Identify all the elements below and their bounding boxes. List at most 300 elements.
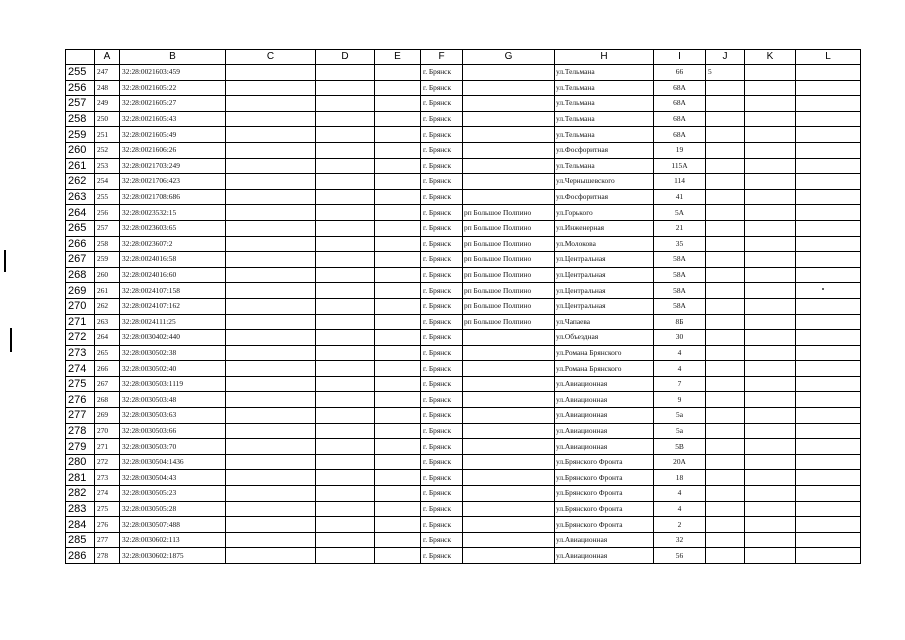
cell-g[interactable]: рп Большое Полпино bbox=[463, 220, 555, 236]
cell-f[interactable]: г. Брянск bbox=[421, 65, 463, 81]
cell-j[interactable] bbox=[706, 345, 745, 361]
cell-j[interactable] bbox=[706, 408, 745, 424]
cell-h[interactable]: ул.Авиационная bbox=[555, 532, 654, 548]
row-number[interactable]: 284 bbox=[66, 517, 95, 533]
cell-l[interactable] bbox=[796, 111, 861, 127]
cell-g[interactable] bbox=[463, 142, 555, 158]
cell-i[interactable]: 68А bbox=[654, 80, 706, 96]
cell-b[interactable]: 32:28:0023607:2 bbox=[120, 236, 226, 252]
cell-h[interactable]: ул.Авиационная bbox=[555, 392, 654, 408]
cell-f[interactable]: г. Брянск bbox=[421, 330, 463, 346]
cell-k[interactable] bbox=[745, 408, 796, 424]
cell-f[interactable]: г. Брянск bbox=[421, 501, 463, 517]
cell-c[interactable] bbox=[226, 376, 316, 392]
cell-j[interactable] bbox=[706, 517, 745, 533]
cell-i[interactable]: 20А bbox=[654, 454, 706, 470]
cell-f[interactable]: г. Брянск bbox=[421, 532, 463, 548]
cell-b[interactable]: 32:28:0021605:49 bbox=[120, 127, 226, 143]
cell-f[interactable]: г. Брянск bbox=[421, 392, 463, 408]
cell-c[interactable] bbox=[226, 220, 316, 236]
cell-d[interactable] bbox=[316, 376, 375, 392]
cell-d[interactable] bbox=[316, 96, 375, 112]
cell-i[interactable]: 41 bbox=[654, 189, 706, 205]
cell-b[interactable]: 32:28:0030504:43 bbox=[120, 470, 226, 486]
row-number[interactable]: 260 bbox=[66, 142, 95, 158]
cell-a[interactable]: 249 bbox=[95, 96, 120, 112]
row-number[interactable]: 271 bbox=[66, 314, 95, 330]
cell-d[interactable] bbox=[316, 361, 375, 377]
cell-g[interactable] bbox=[463, 532, 555, 548]
cell-j[interactable] bbox=[706, 376, 745, 392]
cell-g[interactable] bbox=[463, 80, 555, 96]
cell-i[interactable]: 58А bbox=[654, 267, 706, 283]
cell-j[interactable] bbox=[706, 392, 745, 408]
cell-g[interactable]: рп Большое Полпино bbox=[463, 236, 555, 252]
cell-a[interactable]: 265 bbox=[95, 345, 120, 361]
cell-i[interactable]: 68А bbox=[654, 127, 706, 143]
cell-a[interactable]: 248 bbox=[95, 80, 120, 96]
row-number[interactable]: 279 bbox=[66, 439, 95, 455]
cell-e[interactable] bbox=[375, 532, 421, 548]
cell-e[interactable] bbox=[375, 220, 421, 236]
cell-f[interactable]: г. Брянск bbox=[421, 486, 463, 502]
cell-f[interactable]: г. Брянск bbox=[421, 548, 463, 564]
cell-g[interactable]: рп Большое Полпино bbox=[463, 205, 555, 221]
cell-d[interactable] bbox=[316, 283, 375, 299]
cell-g[interactable] bbox=[463, 423, 555, 439]
cell-j[interactable] bbox=[706, 142, 745, 158]
cell-l[interactable] bbox=[796, 205, 861, 221]
cell-h[interactable]: ул.Брянского Фронта bbox=[555, 454, 654, 470]
cell-k[interactable] bbox=[745, 283, 796, 299]
cell-g[interactable] bbox=[463, 96, 555, 112]
cell-i[interactable]: 18 bbox=[654, 470, 706, 486]
cell-k[interactable] bbox=[745, 298, 796, 314]
row-number[interactable]: 277 bbox=[66, 408, 95, 424]
cell-f[interactable]: г. Брянск bbox=[421, 142, 463, 158]
cell-k[interactable] bbox=[745, 205, 796, 221]
cell-g[interactable] bbox=[463, 517, 555, 533]
cell-a[interactable]: 262 bbox=[95, 298, 120, 314]
cell-e[interactable] bbox=[375, 298, 421, 314]
cell-h[interactable]: ул.Чернышевского bbox=[555, 174, 654, 190]
cell-c[interactable] bbox=[226, 127, 316, 143]
cell-d[interactable] bbox=[316, 267, 375, 283]
row-number[interactable]: 261 bbox=[66, 158, 95, 174]
cell-b[interactable]: 32:28:0024111:25 bbox=[120, 314, 226, 330]
cell-j[interactable] bbox=[706, 236, 745, 252]
cell-g[interactable]: рп Большое Полпино bbox=[463, 283, 555, 299]
cell-b[interactable]: 32:28:0024107:162 bbox=[120, 298, 226, 314]
cell-k[interactable] bbox=[745, 345, 796, 361]
cell-d[interactable] bbox=[316, 236, 375, 252]
cell-g[interactable] bbox=[463, 330, 555, 346]
cell-c[interactable] bbox=[226, 423, 316, 439]
corner-cell[interactable] bbox=[66, 50, 95, 65]
cell-f[interactable]: г. Брянск bbox=[421, 174, 463, 190]
cell-d[interactable] bbox=[316, 252, 375, 268]
cell-c[interactable] bbox=[226, 517, 316, 533]
cell-c[interactable] bbox=[226, 392, 316, 408]
row-number[interactable]: 281 bbox=[66, 470, 95, 486]
cell-c[interactable] bbox=[226, 408, 316, 424]
cell-h[interactable]: ул.Брянского Фронта bbox=[555, 517, 654, 533]
cell-k[interactable] bbox=[745, 314, 796, 330]
row-number[interactable]: 269 bbox=[66, 283, 95, 299]
cell-b[interactable]: 32:28:0030602:113 bbox=[120, 532, 226, 548]
cell-j[interactable] bbox=[706, 189, 745, 205]
cell-k[interactable] bbox=[745, 330, 796, 346]
cell-b[interactable]: 32:28:0030503:66 bbox=[120, 423, 226, 439]
cell-i[interactable]: 5а bbox=[654, 423, 706, 439]
cell-l[interactable] bbox=[796, 439, 861, 455]
cell-c[interactable] bbox=[226, 283, 316, 299]
cell-h[interactable]: ул.Объездная bbox=[555, 330, 654, 346]
cell-k[interactable] bbox=[745, 454, 796, 470]
cell-f[interactable]: г. Брянск bbox=[421, 314, 463, 330]
cell-l[interactable] bbox=[796, 454, 861, 470]
cell-d[interactable] bbox=[316, 532, 375, 548]
cell-i[interactable]: 58А bbox=[654, 298, 706, 314]
cell-f[interactable]: г. Брянск bbox=[421, 267, 463, 283]
cell-f[interactable]: г. Брянск bbox=[421, 361, 463, 377]
cell-l[interactable] bbox=[796, 423, 861, 439]
cell-k[interactable] bbox=[745, 158, 796, 174]
cell-g[interactable] bbox=[463, 470, 555, 486]
cell-e[interactable] bbox=[375, 517, 421, 533]
cell-a[interactable]: 273 bbox=[95, 470, 120, 486]
cell-b[interactable]: 32:28:0030503:63 bbox=[120, 408, 226, 424]
cell-b[interactable]: 32:28:0021605:22 bbox=[120, 80, 226, 96]
cell-g[interactable]: рп Большое Полпино bbox=[463, 267, 555, 283]
cell-c[interactable] bbox=[226, 267, 316, 283]
cell-e[interactable] bbox=[375, 65, 421, 81]
cell-c[interactable] bbox=[226, 111, 316, 127]
cell-j[interactable] bbox=[706, 111, 745, 127]
cell-h[interactable]: ул.Брянского Фронта bbox=[555, 470, 654, 486]
column-header-d[interactable]: D bbox=[316, 50, 375, 65]
row-number[interactable]: 265 bbox=[66, 220, 95, 236]
cell-c[interactable] bbox=[226, 236, 316, 252]
cell-e[interactable] bbox=[375, 158, 421, 174]
cell-f[interactable]: г. Брянск bbox=[421, 80, 463, 96]
cell-d[interactable] bbox=[316, 298, 375, 314]
cell-a[interactable]: 274 bbox=[95, 486, 120, 502]
cell-l[interactable] bbox=[796, 532, 861, 548]
cell-h[interactable]: ул.Молокова bbox=[555, 236, 654, 252]
cell-h[interactable]: ул.Брянского Фронта bbox=[555, 501, 654, 517]
column-header-a[interactable]: A bbox=[95, 50, 120, 65]
cell-j[interactable] bbox=[706, 439, 745, 455]
cell-j[interactable] bbox=[706, 80, 745, 96]
cell-h[interactable]: ул.Романа Брянского bbox=[555, 361, 654, 377]
cell-c[interactable] bbox=[226, 142, 316, 158]
cell-l[interactable] bbox=[796, 80, 861, 96]
cell-d[interactable] bbox=[316, 345, 375, 361]
cell-h[interactable]: ул.Тельмана bbox=[555, 96, 654, 112]
cell-h[interactable]: ул.Фосфоритная bbox=[555, 189, 654, 205]
cell-e[interactable] bbox=[375, 142, 421, 158]
cell-l[interactable] bbox=[796, 283, 861, 299]
row-number[interactable]: 258 bbox=[66, 111, 95, 127]
cell-k[interactable] bbox=[745, 517, 796, 533]
cell-c[interactable] bbox=[226, 298, 316, 314]
column-header-c[interactable]: C bbox=[226, 50, 316, 65]
cell-h[interactable]: ул.Авиационная bbox=[555, 376, 654, 392]
cell-d[interactable] bbox=[316, 548, 375, 564]
cell-h[interactable]: ул.Центральная bbox=[555, 283, 654, 299]
column-header-j[interactable]: J bbox=[706, 50, 745, 65]
cell-b[interactable]: 32:28:0021603:459 bbox=[120, 65, 226, 81]
cell-k[interactable] bbox=[745, 423, 796, 439]
cell-k[interactable] bbox=[745, 548, 796, 564]
cell-e[interactable] bbox=[375, 361, 421, 377]
row-number[interactable]: 276 bbox=[66, 392, 95, 408]
cell-f[interactable]: г. Брянск bbox=[421, 111, 463, 127]
cell-d[interactable] bbox=[316, 330, 375, 346]
cell-k[interactable] bbox=[745, 486, 796, 502]
cell-d[interactable] bbox=[316, 205, 375, 221]
cell-f[interactable]: г. Брянск bbox=[421, 345, 463, 361]
row-number[interactable]: 274 bbox=[66, 361, 95, 377]
cell-g[interactable] bbox=[463, 65, 555, 81]
cell-k[interactable] bbox=[745, 111, 796, 127]
column-header-e[interactable]: E bbox=[375, 50, 421, 65]
cell-j[interactable] bbox=[706, 283, 745, 299]
cell-a[interactable]: 255 bbox=[95, 189, 120, 205]
cell-i[interactable]: 56 bbox=[654, 548, 706, 564]
cell-f[interactable]: г. Брянск bbox=[421, 454, 463, 470]
cell-i[interactable]: 35 bbox=[654, 236, 706, 252]
cell-k[interactable] bbox=[745, 80, 796, 96]
cell-h[interactable]: ул.Авиационная bbox=[555, 423, 654, 439]
cell-b[interactable]: 32:28:0023532:15 bbox=[120, 205, 226, 221]
cell-k[interactable] bbox=[745, 174, 796, 190]
cell-f[interactable]: г. Брянск bbox=[421, 252, 463, 268]
cell-f[interactable]: г. Брянск bbox=[421, 205, 463, 221]
cell-k[interactable] bbox=[745, 236, 796, 252]
cell-e[interactable] bbox=[375, 236, 421, 252]
cell-h[interactable]: ул.Тельмана bbox=[555, 127, 654, 143]
cell-b[interactable]: 32:28:0030507:488 bbox=[120, 517, 226, 533]
cell-d[interactable] bbox=[316, 142, 375, 158]
cell-h[interactable]: ул.Тельмана bbox=[555, 80, 654, 96]
cell-c[interactable] bbox=[226, 361, 316, 377]
cell-h[interactable]: ул.Горького bbox=[555, 205, 654, 221]
cell-l[interactable] bbox=[796, 361, 861, 377]
cell-k[interactable] bbox=[745, 392, 796, 408]
cell-b[interactable]: 32:28:0021703:249 bbox=[120, 158, 226, 174]
cell-a[interactable]: 251 bbox=[95, 127, 120, 143]
cell-j[interactable] bbox=[706, 314, 745, 330]
cell-i[interactable]: 4 bbox=[654, 501, 706, 517]
cell-a[interactable]: 259 bbox=[95, 252, 120, 268]
cell-j[interactable] bbox=[706, 454, 745, 470]
cell-h[interactable]: ул.Инженерная bbox=[555, 220, 654, 236]
cell-l[interactable] bbox=[796, 267, 861, 283]
cell-j[interactable] bbox=[706, 501, 745, 517]
cell-i[interactable]: 58А bbox=[654, 283, 706, 299]
cell-c[interactable] bbox=[226, 65, 316, 81]
cell-a[interactable]: 260 bbox=[95, 267, 120, 283]
cell-b[interactable]: 32:28:0021605:43 bbox=[120, 111, 226, 127]
column-header-k[interactable]: K bbox=[745, 50, 796, 65]
cell-k[interactable] bbox=[745, 532, 796, 548]
cell-i[interactable]: 58А bbox=[654, 252, 706, 268]
cell-d[interactable] bbox=[316, 501, 375, 517]
row-number[interactable]: 280 bbox=[66, 454, 95, 470]
cell-d[interactable] bbox=[316, 454, 375, 470]
cell-g[interactable] bbox=[463, 408, 555, 424]
cell-e[interactable] bbox=[375, 454, 421, 470]
cell-l[interactable] bbox=[796, 548, 861, 564]
cell-b[interactable]: 32:28:0030503:48 bbox=[120, 392, 226, 408]
cell-g[interactable] bbox=[463, 189, 555, 205]
cell-b[interactable]: 32:28:0030602:1875 bbox=[120, 548, 226, 564]
cell-h[interactable]: ул.Авиационная bbox=[555, 439, 654, 455]
cell-e[interactable] bbox=[375, 80, 421, 96]
cell-e[interactable] bbox=[375, 205, 421, 221]
cell-l[interactable] bbox=[796, 220, 861, 236]
cell-c[interactable] bbox=[226, 454, 316, 470]
row-number[interactable]: 257 bbox=[66, 96, 95, 112]
cell-e[interactable] bbox=[375, 127, 421, 143]
cell-e[interactable] bbox=[375, 392, 421, 408]
cell-j[interactable] bbox=[706, 96, 745, 112]
column-header-g[interactable]: G bbox=[463, 50, 555, 65]
cell-j[interactable] bbox=[706, 220, 745, 236]
cell-i[interactable]: 5А bbox=[654, 205, 706, 221]
cell-c[interactable] bbox=[226, 439, 316, 455]
row-number[interactable]: 283 bbox=[66, 501, 95, 517]
cell-d[interactable] bbox=[316, 158, 375, 174]
cell-e[interactable] bbox=[375, 486, 421, 502]
cell-l[interactable] bbox=[796, 236, 861, 252]
cell-b[interactable]: 32:28:0030502:40 bbox=[120, 361, 226, 377]
cell-g[interactable]: рп Большое Полпино bbox=[463, 252, 555, 268]
cell-g[interactable] bbox=[463, 376, 555, 392]
cell-b[interactable]: 32:28:0030502:38 bbox=[120, 345, 226, 361]
cell-g[interactable] bbox=[463, 501, 555, 517]
cell-g[interactable] bbox=[463, 111, 555, 127]
cell-g[interactable] bbox=[463, 454, 555, 470]
cell-l[interactable] bbox=[796, 65, 861, 81]
cell-k[interactable] bbox=[745, 142, 796, 158]
cell-h[interactable]: ул.Авиационная bbox=[555, 408, 654, 424]
cell-c[interactable] bbox=[226, 330, 316, 346]
cell-l[interactable] bbox=[796, 376, 861, 392]
cell-k[interactable] bbox=[745, 361, 796, 377]
cell-b[interactable]: 32:28:0024016:60 bbox=[120, 267, 226, 283]
cell-a[interactable]: 275 bbox=[95, 501, 120, 517]
cell-i[interactable]: 4 bbox=[654, 345, 706, 361]
cell-b[interactable]: 32:28:0024016:58 bbox=[120, 252, 226, 268]
cell-i[interactable]: 114 bbox=[654, 174, 706, 190]
cell-f[interactable]: г. Брянск bbox=[421, 283, 463, 299]
cell-j[interactable] bbox=[706, 548, 745, 564]
row-number[interactable]: 267 bbox=[66, 252, 95, 268]
row-number[interactable]: 278 bbox=[66, 423, 95, 439]
cell-h[interactable]: ул.Центральная bbox=[555, 252, 654, 268]
cell-c[interactable] bbox=[226, 470, 316, 486]
cell-h[interactable]: ул.Центральная bbox=[555, 267, 654, 283]
row-number[interactable]: 268 bbox=[66, 267, 95, 283]
cell-i[interactable]: 21 bbox=[654, 220, 706, 236]
column-header-l[interactable]: L bbox=[796, 50, 861, 65]
row-number[interactable]: 255 bbox=[66, 65, 95, 81]
cell-j[interactable] bbox=[706, 361, 745, 377]
cell-i[interactable]: 68А bbox=[654, 111, 706, 127]
cell-b[interactable]: 32:28:0030505:28 bbox=[120, 501, 226, 517]
cell-d[interactable] bbox=[316, 439, 375, 455]
cell-a[interactable]: 258 bbox=[95, 236, 120, 252]
cell-l[interactable] bbox=[796, 330, 861, 346]
cell-l[interactable] bbox=[796, 501, 861, 517]
cell-j[interactable] bbox=[706, 330, 745, 346]
cell-j[interactable] bbox=[706, 423, 745, 439]
cell-h[interactable]: ул.Авиационная bbox=[555, 548, 654, 564]
cell-i[interactable]: 4 bbox=[654, 486, 706, 502]
cell-d[interactable] bbox=[316, 174, 375, 190]
cell-f[interactable]: г. Брянск bbox=[421, 220, 463, 236]
cell-l[interactable] bbox=[796, 252, 861, 268]
cell-d[interactable] bbox=[316, 423, 375, 439]
cell-k[interactable] bbox=[745, 96, 796, 112]
row-number[interactable]: 259 bbox=[66, 127, 95, 143]
cell-h[interactable]: ул.Тельмана bbox=[555, 65, 654, 81]
cell-e[interactable] bbox=[375, 408, 421, 424]
cell-b[interactable]: 32:28:0021706:423 bbox=[120, 174, 226, 190]
cell-f[interactable]: г. Брянск bbox=[421, 158, 463, 174]
cell-a[interactable]: 276 bbox=[95, 517, 120, 533]
cell-d[interactable] bbox=[316, 65, 375, 81]
cell-i[interactable]: 68А bbox=[654, 96, 706, 112]
cell-b[interactable]: 32:28:0030503:1119 bbox=[120, 376, 226, 392]
cell-i[interactable]: 4 bbox=[654, 361, 706, 377]
cell-a[interactable]: 257 bbox=[95, 220, 120, 236]
row-number[interactable]: 286 bbox=[66, 548, 95, 564]
cell-b[interactable]: 32:28:0021606:26 bbox=[120, 142, 226, 158]
cell-a[interactable]: 268 bbox=[95, 392, 120, 408]
cell-l[interactable] bbox=[796, 486, 861, 502]
cell-h[interactable]: ул.Фосфоритная bbox=[555, 142, 654, 158]
cell-e[interactable] bbox=[375, 345, 421, 361]
cell-a[interactable]: 250 bbox=[95, 111, 120, 127]
row-number[interactable]: 262 bbox=[66, 174, 95, 190]
cell-l[interactable] bbox=[796, 314, 861, 330]
cell-b[interactable]: 32:28:0023603:65 bbox=[120, 220, 226, 236]
cell-a[interactable]: 264 bbox=[95, 330, 120, 346]
cell-a[interactable]: 266 bbox=[95, 361, 120, 377]
cell-a[interactable]: 263 bbox=[95, 314, 120, 330]
cell-c[interactable] bbox=[226, 80, 316, 96]
cell-j[interactable] bbox=[706, 174, 745, 190]
cell-l[interactable] bbox=[796, 96, 861, 112]
cell-l[interactable] bbox=[796, 158, 861, 174]
cell-f[interactable]: г. Брянск bbox=[421, 96, 463, 112]
cell-f[interactable]: г. Брянск bbox=[421, 517, 463, 533]
cell-a[interactable]: 277 bbox=[95, 532, 120, 548]
cell-l[interactable] bbox=[796, 127, 861, 143]
cell-j[interactable] bbox=[706, 158, 745, 174]
cell-c[interactable] bbox=[226, 314, 316, 330]
cell-a[interactable]: 261 bbox=[95, 283, 120, 299]
row-number[interactable]: 272 bbox=[66, 330, 95, 346]
cell-a[interactable]: 254 bbox=[95, 174, 120, 190]
cell-l[interactable] bbox=[796, 345, 861, 361]
cell-l[interactable] bbox=[796, 142, 861, 158]
cell-e[interactable] bbox=[375, 439, 421, 455]
